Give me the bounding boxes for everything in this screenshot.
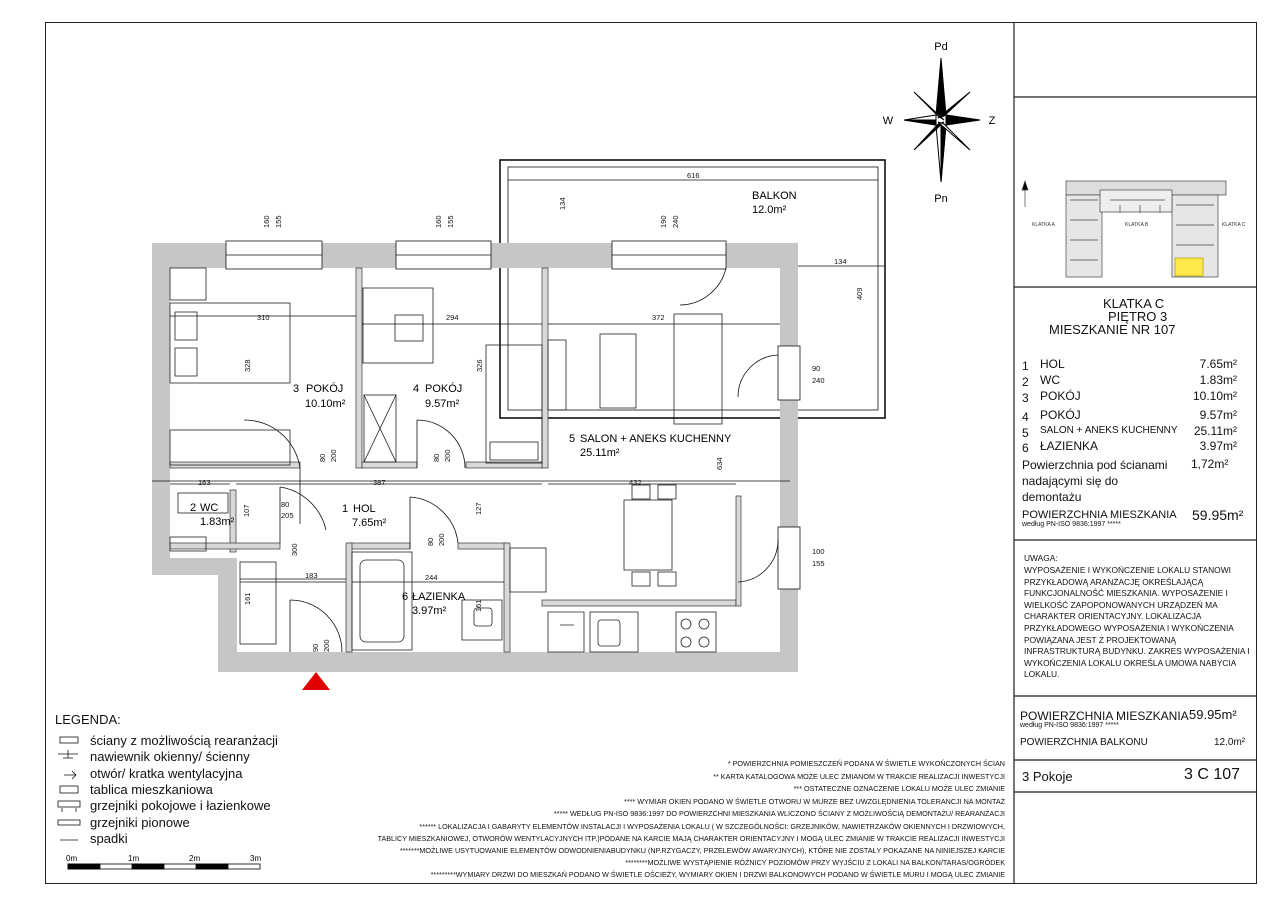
dim-w2b: 155 [446, 215, 455, 228]
room-name: POKÓJ [1040, 408, 1081, 422]
key-plan [1022, 181, 1226, 277]
summary-area-label: POWIERZCHNIA MIESZKANIA [1020, 709, 1189, 723]
room3-name: POKÓJ [306, 383, 344, 395]
room3-no: 3 [293, 383, 300, 395]
dim-432: 432 [629, 478, 642, 487]
room1-name: HOL [353, 503, 376, 515]
footnote: TABLICY MIESZKANIOWEJ, OTWORÓW WENTYLACYJNYCH ITP.)PODANE NA KARCIE MAJĄ CHARAKTER ORIENTACYJNY I MOGĄ ULEC ZMIANIE W TRAKCIE REALIZACJI INWESTYCJI [377, 834, 1005, 843]
dim-dr5a: 90 [311, 643, 320, 652]
rooms-count: 3 Pokoje [1022, 769, 1073, 784]
dim-634: 634 [715, 457, 724, 470]
dim-bd2b: 155 [812, 559, 825, 568]
uwaga-text: WYPOSAŻENIE I WYKOŃCZENIE LOKALU STANOWI PRZYKŁADOWĄ ARANŻACJĘ OKREŚLAJĄCĄ FUNKCJONALNOŚĆ MIESZKANIA. WYPOSAŻENIE I WIELKOŚĆ ZAPOPONOWANYCH URZĄDZEŃ MA CHARAKTER ORIENTACYJNY. LOKALIZACJA PRZYKŁADOWEGO WYPOSAŻENIA I WYKOŃCZENIA POWIĄZANA JEST Z PROJEKTOWANĄ INFRASTRUKTURĄ BUDYNKU. ZAKRES WYPOSAŻENIA I WYKOŃCZENIA LOKALU OKREŚLA UMOWA NABYCIA LOKALU. [1024, 565, 1250, 680]
staircase-label: KLATKA C [1103, 296, 1165, 311]
room4-no: 4 [413, 383, 420, 395]
room-no: 4 [1022, 410, 1029, 424]
total-area-label: POWIERZCHNIA MIESZKANIA [1022, 509, 1177, 521]
footnote: **** WYMIAR OKIEN PODANO W ŚWIETLE OTWORU W MURZE BEZ UWZGLĘDNIENIA TOLERANCJI NA MONTAŻ [624, 797, 1005, 806]
room6-area: 3.97m² [412, 605, 447, 617]
dim-w1a: 160 [262, 215, 271, 228]
legend-title: LEGENDA: [55, 712, 121, 727]
footnote: *********WYMIARY DRZWI DO MIESZKAŃ PODANO W ŚWIETLE OŚCIEŻY, WYMIARY OKIEN I DRZWI BALKONOWYCH PODANO W ŚWIETLE MURU I MOGĄ ULEC ZMIANIE [430, 870, 1005, 879]
room1-no: 1 [342, 503, 349, 515]
dim-326: 326 [475, 359, 484, 372]
room-area: 3.97m² [1199, 439, 1237, 453]
dim-bd1a: 90 [812, 364, 821, 373]
room5-name: SALON + ANEKS KUCHENNY [580, 433, 732, 445]
apartment-number: MIESZKANIE NR 107 [1049, 322, 1176, 337]
room2-area: 1.83m² [200, 516, 235, 528]
dim-163: 163 [198, 478, 211, 487]
room-no: 5 [1022, 426, 1029, 440]
footnote: ** KARTA KATALOGOWA MOŻE ULEC ZMIANOM W TRAKCIE REALIZACJI INWESTYCJI [713, 772, 1005, 781]
dim-dr4a: 80 [426, 537, 435, 546]
dim-127: 127 [474, 502, 483, 515]
windows [226, 241, 800, 589]
dim-dr2b: 200 [443, 449, 452, 462]
room3-area: 10.10m² [305, 398, 346, 410]
room-name: POKÓJ [1040, 389, 1081, 403]
legend-item: grzejniki pionowe [90, 815, 190, 830]
room-no: 6 [1022, 441, 1029, 455]
dim-dr5b: 200 [322, 639, 331, 652]
dim-134a: 134 [558, 197, 567, 210]
scale-2: 2m [189, 854, 201, 863]
floor-label: PIĘTRO 3 [1108, 309, 1168, 324]
room5-no: 5 [569, 433, 576, 445]
dim-dr4b: 200 [437, 533, 446, 546]
footnote: *** OSTATECZNE OZNACZENIE LOKALU MOŻE ULEC ZMIANIE [793, 784, 1005, 793]
room4-name: POKÓJ [425, 383, 463, 395]
balcony-area-label: POWIERZCHNIA BALKONU [1020, 737, 1148, 748]
room2-no: 2 [190, 502, 197, 514]
dim-244: 244 [425, 573, 438, 582]
room-area: 10.10m² [1192, 389, 1237, 403]
legend-item: nawiewnik okienny/ ścienny [90, 749, 250, 764]
room-row [1022, 439, 1237, 454]
compass-s: Pn [934, 193, 948, 205]
room-no: 2 [1022, 375, 1029, 389]
dim-dr3b: 205 [281, 511, 294, 520]
room-no: 3 [1022, 391, 1029, 405]
room-row [1022, 424, 1237, 439]
scale-0: 0m [66, 854, 78, 863]
room1-area: 7.65m² [352, 517, 387, 529]
room-area: 25.11m² [1193, 424, 1237, 438]
legend-item: tablica mieszkaniowa [90, 782, 213, 797]
balcony-name: BALKON [752, 190, 797, 202]
dim-bd1b: 240 [812, 376, 825, 385]
dim-294: 294 [446, 313, 459, 322]
room-name: SALON + ANEKS KUCHENNY [1040, 425, 1178, 436]
compass-w: W [882, 115, 894, 127]
apartment-code: 3 C 107 [1184, 766, 1241, 783]
dim-w3a: 190 [659, 215, 668, 228]
total-area-norm: według PN-ISO 9836:1997 ***** [1022, 521, 1121, 528]
footnote: ****** LOKALIZACJA I GABARYTY ELEMENTÓW INSTALACJI I WYPOSAŻENIA LOKALU ( W SZCZEGÓLNOŚCI: GRZEJNIKÓW, NAWIETRZAKÓW OKIENNYCH I DRZWIOWYCH, [419, 822, 1005, 831]
dim-dr1a: 80 [318, 453, 327, 462]
dim-w3b: 240 [671, 215, 680, 228]
dim-183: 183 [305, 571, 318, 580]
room-name: HOL [1040, 357, 1065, 371]
summary-area-value: 59.95m² [1189, 707, 1237, 722]
dim-dr3a: 80 [281, 500, 290, 509]
dim-dr1b: 200 [329, 449, 338, 462]
room-name: WC [1040, 373, 1060, 387]
dim-134b: 134 [834, 257, 847, 266]
dim-w1b: 155 [274, 215, 283, 228]
room-row [1022, 373, 1237, 389]
room6-name: ŁAZIENKA [412, 591, 466, 603]
dim-372: 372 [652, 313, 665, 322]
balcony-area: 12.0m² [752, 204, 787, 216]
room-name: ŁAZIENKA [1040, 439, 1099, 453]
walls-label: Powierzchnia pod ścianami nadającymi się do demontażu [1022, 458, 1168, 504]
balcony-area-value: 12.0m² [1214, 737, 1246, 748]
dim-bd2a: 100 [812, 547, 825, 556]
room5-area: 25.11m² [580, 447, 620, 459]
room-row [1022, 408, 1237, 424]
dim-409: 409 [855, 287, 864, 300]
room6-no: 6 [402, 591, 409, 603]
dim-161a: 161 [243, 592, 252, 605]
legend-item: ściany z możliwością rearanżacji [90, 733, 278, 748]
key-plan-label-b: KLATKA B [1125, 222, 1149, 228]
scale-3: 3m [250, 854, 262, 863]
dim-161b: 161 [474, 599, 483, 612]
dim-300: 300 [290, 543, 299, 556]
dim-107: 107 [242, 504, 251, 517]
legend-item: spadki [90, 831, 128, 846]
footnote: *******MOŻLIWE USYTUOWANIE ELEMENTÓW ODWODNIENIABUDYNKU (NP.RZYGACZY, PRZELEWÓW AWARYJNYCH), KTÓRE NIE ZOSTAŁY POKAZANE NA NINIEJSZEJ KARCIE [399, 846, 1005, 855]
room-row [1022, 357, 1237, 373]
scale-bar [68, 864, 260, 869]
uwaga-title: UWAGA: [1024, 553, 1058, 563]
compass-e: Z [988, 115, 996, 127]
dim-dr2a: 80 [432, 453, 441, 462]
key-plan-label-a: KLATKA A [1032, 222, 1055, 228]
dim-616: 616 [687, 171, 700, 180]
room2-name: WC [200, 502, 219, 514]
room-area: 9.57m² [1199, 408, 1237, 422]
room-list [1022, 357, 1237, 457]
dim-328: 328 [243, 359, 252, 372]
footnote: ********MOŻLIWE WYSTĄPIENIE RÓŻNICY POZIOMÓW PRZY WYJŚCIU Z LOKALI NA BALKON/TARAS/OGRÓDEK [625, 858, 1005, 867]
scale-1: 1m [128, 854, 140, 863]
footnote: ***** WEDŁUG PN-ISO 9836:1997 DO POWIERZCHNI MIESZKANIA WLICZONO ŚCIANY Z MOŻLIWOŚCIĄ DEMONTAŻU/ REARANŻACJI [553, 809, 1005, 818]
total-area-value: 59.95m² [1192, 507, 1244, 523]
room-area: 1.83m² [1199, 373, 1237, 387]
legend-icons [58, 737, 80, 840]
compass-rose [904, 58, 980, 182]
room-area: 7.65m² [1199, 357, 1237, 371]
room-row [1022, 389, 1237, 408]
dim-387: 387 [373, 478, 386, 487]
key-plan-label-c: KLATKA C [1222, 222, 1246, 228]
legend-item: otwór/ kratka wentylacyjna [90, 766, 243, 781]
dim-w2a: 160 [434, 215, 443, 228]
legend-item: grzejniki pokojowe i łazienkowe [90, 798, 271, 813]
room-no: 1 [1022, 359, 1029, 373]
compass-n: Pd [934, 41, 948, 53]
summary-norm: według PN-ISO 9836:1997 ***** [1020, 722, 1119, 729]
footnote: * POWIERZCHNIA POMIESZCZEŃ PODANA W ŚWIETLE WYKOŃCZONYCH ŚCIAN [727, 759, 1005, 768]
entrance-marker [302, 672, 330, 690]
walls-value: 1,72m² [1191, 457, 1229, 471]
room4-area: 9.57m² [425, 398, 460, 410]
dim-310: 310 [257, 313, 270, 322]
